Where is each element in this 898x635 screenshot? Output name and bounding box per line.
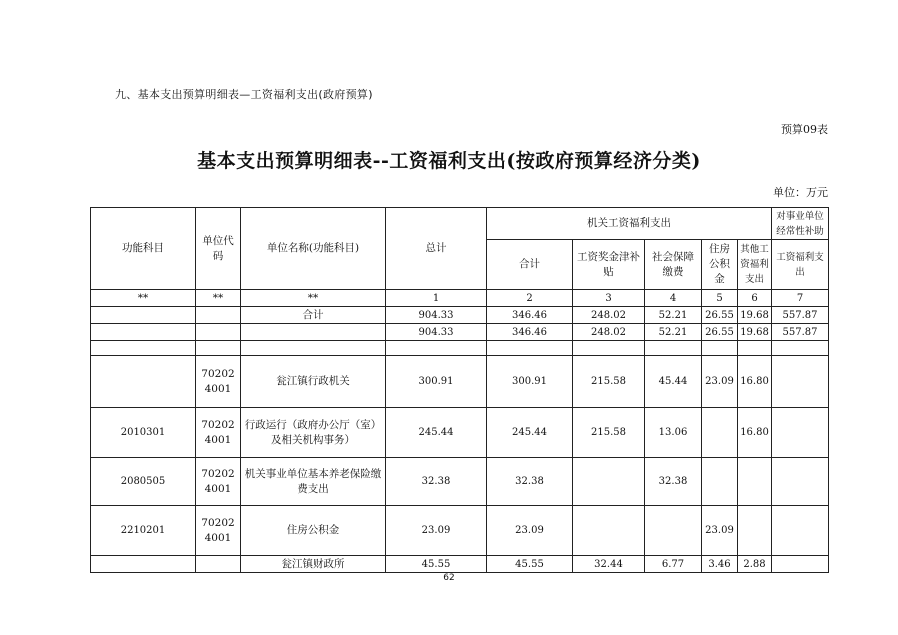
- header-subtotal: 合计: [487, 240, 573, 290]
- cell-subtotal: 300.91: [487, 356, 573, 408]
- cell-subtotal: 346.46: [487, 307, 573, 324]
- page-number: 62: [443, 573, 455, 583]
- cell-name: 瓮江镇财政所: [241, 556, 386, 573]
- unit-label: 单位：万元: [773, 186, 828, 199]
- budget-table: [90, 207, 829, 573]
- cell-other: [738, 506, 772, 556]
- cell-inst: [772, 341, 829, 356]
- index-cell: 6: [738, 290, 772, 307]
- header-total: 总计: [386, 208, 487, 290]
- cell-other: 19.68: [738, 307, 772, 324]
- cell-code: 702024001: [196, 506, 241, 556]
- cell-inst: [772, 556, 829, 573]
- index-cell: **: [91, 290, 196, 307]
- table-row: [91, 506, 829, 556]
- index-cell: 4: [645, 290, 702, 307]
- index-cell: 3: [573, 290, 645, 307]
- cell-func: [91, 341, 196, 356]
- cell-social: 13.06: [645, 408, 702, 458]
- cell-total: 904.33: [386, 307, 487, 324]
- cell-subtotal: [487, 341, 573, 356]
- cell-housing: 26.55: [702, 324, 738, 341]
- cell-code: 702024001: [196, 356, 241, 408]
- cell-housing: 26.55: [702, 307, 738, 324]
- cell-func: [91, 307, 196, 324]
- cell-wages: 32.44: [573, 556, 645, 573]
- cell-name: [241, 341, 386, 356]
- index-cell: 5: [702, 290, 738, 307]
- cell-wages: 215.58: [573, 408, 645, 458]
- cell-inst: 557.87: [772, 324, 829, 341]
- cell-code: 702024001: [196, 408, 241, 458]
- cell-social: 52.21: [645, 324, 702, 341]
- cell-name: 行政运行（政府办公厅（室）及相关机构事务）: [241, 408, 386, 458]
- table-row: [91, 356, 829, 408]
- header-unit-code: 单位代码: [196, 208, 241, 290]
- index-cell: 2: [487, 290, 573, 307]
- cell-total: 300.91: [386, 356, 487, 408]
- cell-name: 机关事业单位基本养老保险缴费支出: [241, 458, 386, 506]
- cell-code: 702024001: [196, 458, 241, 506]
- cell-other: 2.88: [738, 556, 772, 573]
- cell-subtotal: 23.09: [487, 506, 573, 556]
- cell-name: [241, 324, 386, 341]
- cell-subtotal: 245.44: [487, 408, 573, 458]
- cell-wages: 215.58: [573, 356, 645, 408]
- table-row: [91, 408, 829, 458]
- cell-code: [196, 307, 241, 324]
- cell-housing: 3.46: [702, 556, 738, 573]
- cell-housing: [702, 408, 738, 458]
- cell-subtotal: 45.55: [487, 556, 573, 573]
- index-cell: **: [196, 290, 241, 307]
- cell-social: 6.77: [645, 556, 702, 573]
- header-row-1: [91, 208, 829, 240]
- header-unit-name: 单位名称(功能科目): [241, 208, 386, 290]
- cell-name: 瓮江镇行政机关: [241, 356, 386, 408]
- table-row: [91, 341, 829, 356]
- cell-social: 32.38: [645, 458, 702, 506]
- cell-inst: 557.87: [772, 307, 829, 324]
- cell-func: [91, 556, 196, 573]
- section-heading: 九、基本支出预算明细表—工资福利支出(政府预算): [115, 88, 373, 101]
- cell-social: [645, 341, 702, 356]
- cell-social: 45.44: [645, 356, 702, 408]
- cell-name: 合计: [241, 307, 386, 324]
- cell-func: 2210201: [91, 506, 196, 556]
- header-social-security: 社会保障缴费: [645, 240, 702, 290]
- cell-total: 904.33: [386, 324, 487, 341]
- header-housing-fund: 住房公积金: [702, 240, 738, 290]
- cell-func: 2010301: [91, 408, 196, 458]
- cell-wages: [573, 341, 645, 356]
- cell-total: [386, 341, 487, 356]
- cell-housing: [702, 341, 738, 356]
- cell-func: [91, 324, 196, 341]
- cell-total: 32.38: [386, 458, 487, 506]
- cell-social: [645, 506, 702, 556]
- header-group-agency: 机关工资福利支出: [487, 208, 772, 240]
- cell-subtotal: 346.46: [487, 324, 573, 341]
- index-cell: 7: [772, 290, 829, 307]
- cell-inst: [772, 408, 829, 458]
- cell-code: [196, 324, 241, 341]
- page-title: 基本支出预算明细表--工资福利支出(按政府预算经济分类): [197, 150, 701, 172]
- cell-code: [196, 556, 241, 573]
- cell-social: 52.21: [645, 307, 702, 324]
- cell-inst: [772, 506, 829, 556]
- cell-total: 23.09: [386, 506, 487, 556]
- cell-func: [91, 356, 196, 408]
- table-row: [91, 556, 829, 573]
- table-row: [91, 324, 829, 341]
- cell-wages: 248.02: [573, 307, 645, 324]
- cell-name: 住房公积金: [241, 506, 386, 556]
- cell-inst: [772, 356, 829, 408]
- header-other: 其他工资福利支出: [738, 240, 772, 290]
- cell-wages: [573, 458, 645, 506]
- cell-housing: 23.09: [702, 506, 738, 556]
- table-code: 预算09表: [781, 123, 828, 136]
- cell-other: 16.80: [738, 356, 772, 408]
- cell-wages: 248.02: [573, 324, 645, 341]
- cell-inst: [772, 458, 829, 506]
- header-wages: 工资奖金津补贴: [573, 240, 645, 290]
- cell-total: 45.55: [386, 556, 487, 573]
- index-cell: 1: [386, 290, 487, 307]
- table-row: [91, 307, 829, 324]
- cell-other: [738, 458, 772, 506]
- cell-other: [738, 341, 772, 356]
- cell-func: 2080505: [91, 458, 196, 506]
- cell-total: 245.44: [386, 408, 487, 458]
- cell-wages: [573, 506, 645, 556]
- cell-code: [196, 341, 241, 356]
- cell-other: 16.80: [738, 408, 772, 458]
- cell-housing: 23.09: [702, 356, 738, 408]
- cell-housing: [702, 458, 738, 506]
- header-group-institution: 对事业单位经常性补助: [772, 208, 829, 240]
- header-welfare-inst: 工资福利支出: [772, 240, 829, 290]
- table-row: [91, 458, 829, 506]
- cell-subtotal: 32.38: [487, 458, 573, 506]
- index-row: [91, 290, 829, 307]
- header-func-subject: 功能科目: [91, 208, 196, 290]
- cell-other: 19.68: [738, 324, 772, 341]
- index-cell: **: [241, 290, 386, 307]
